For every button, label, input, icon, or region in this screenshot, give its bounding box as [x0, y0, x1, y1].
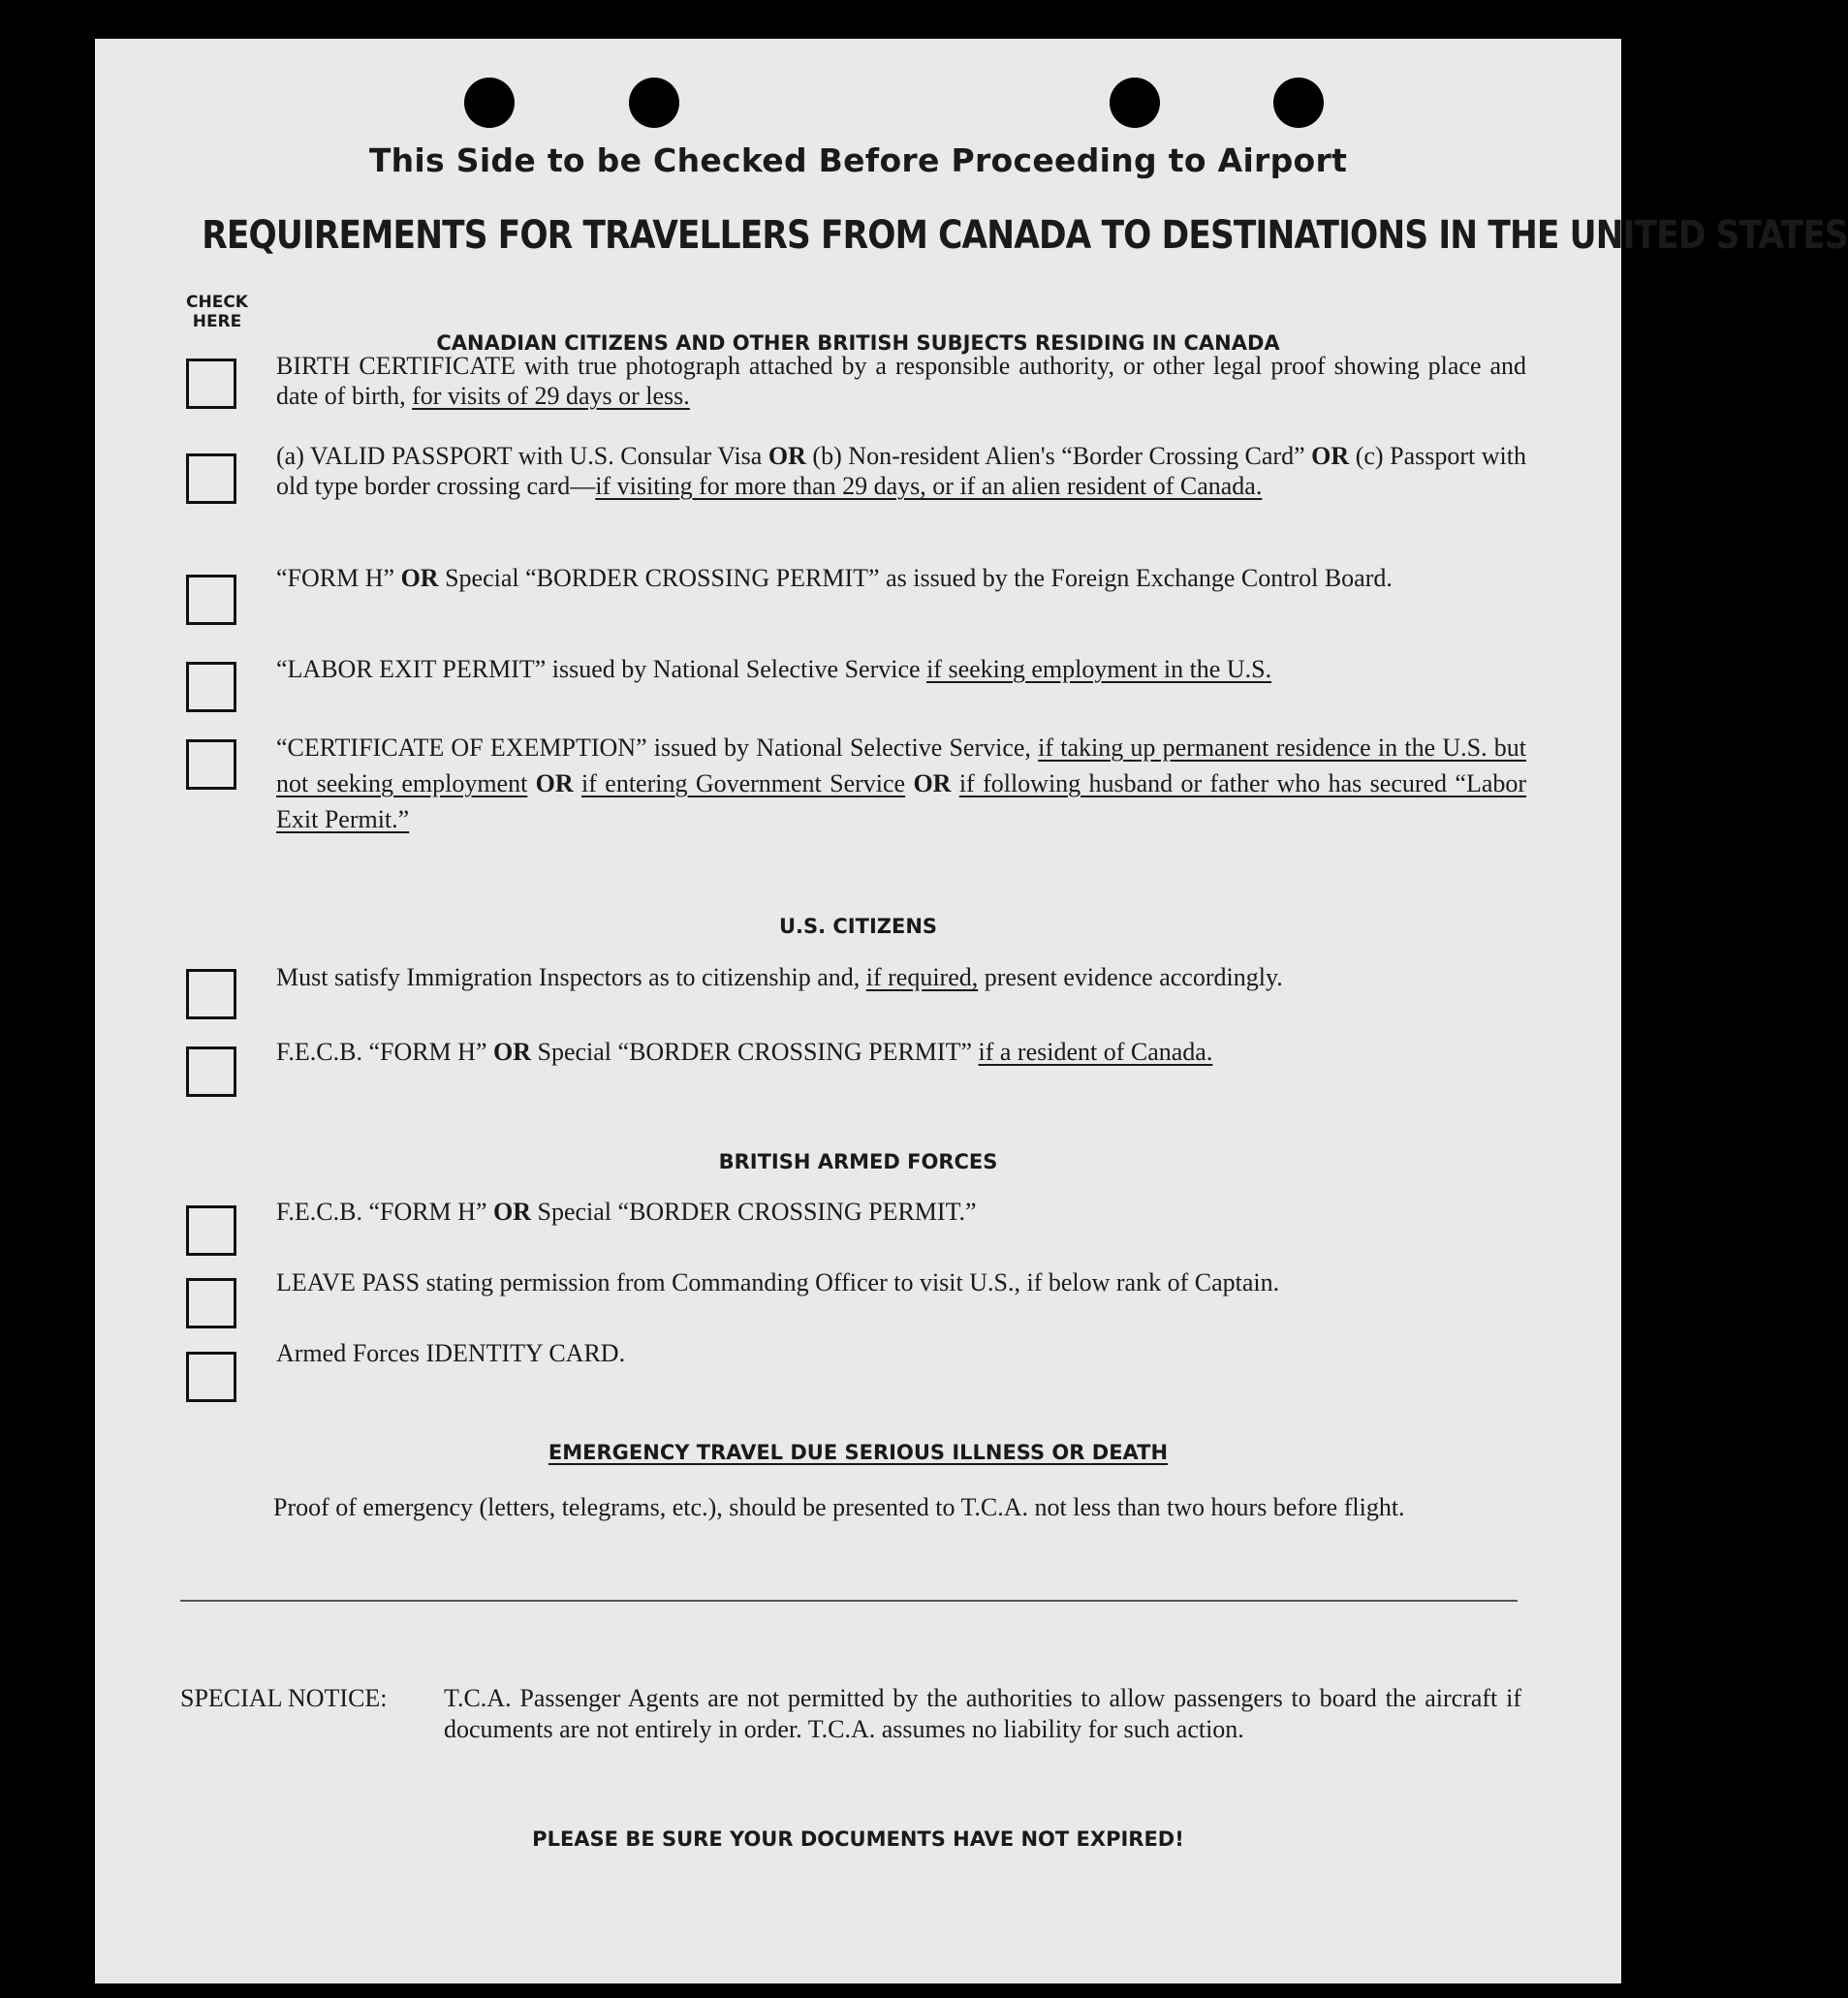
section-heading-british-armed-forces: BRITISH ARMED FORCES	[718, 1150, 998, 1173]
section-heading-emergency: EMERGENCY TRAVEL DUE SERIOUS ILLNESS OR DEATH	[548, 1441, 1169, 1464]
item-identity-card: Armed Forces IDENTITY CARD.	[276, 1339, 626, 1367]
special-notice-text: T.C.A. Passenger Agents are not permitted by the authorities to allow passengers to board the aircraft if documents are not entirely in order. T.C.A. assumes no liability for such action.	[444, 1684, 1521, 1743]
punch-hole	[464, 78, 515, 128]
item-satisfy-inspectors: Must satisfy Immigration Inspectors as to citizenship and, if required, present evidence accordingly.	[276, 963, 1283, 991]
checkbox-labor-exit-permit[interactable]	[186, 662, 236, 712]
checkbox-identity-card[interactable]	[186, 1352, 236, 1402]
item-fecb-form-h-forces: F.E.C.B. “FORM H” OR Special “BORDER CROSSING PERMIT.”	[276, 1198, 977, 1226]
item-certificate-of-exemption: “CERTIFICATE OF EXEMPTION” issued by National Selective Service, if taking up permanent residence in the U.S. but not seeking employment OR if entering Government Service OR if following husband or father who has secured “Labor Exit Permit.”	[276, 734, 1527, 833]
item-labor-exit-permit: “LABOR EXIT PERMIT” issued by National Selective Service if seeking employment in the U.S.	[276, 655, 1272, 683]
checkbox-fecb-form-h-forces[interactable]	[186, 1205, 236, 1256]
special-notice-label: SPECIAL NOTICE:	[180, 1684, 388, 1712]
divider	[180, 1600, 1518, 1602]
item-fecb-form-h-us: F.E.C.B. “FORM H” OR Special “BORDER CROSSING PERMIT” if a resident of Canada.	[276, 1038, 1213, 1066]
punch-hole	[1110, 78, 1160, 128]
item-leave-pass: LEAVE PASS stating permission from Commanding Officer to visit U.S., if below rank of Captain.	[276, 1268, 1280, 1296]
checkbox-valid-passport[interactable]	[186, 453, 236, 504]
checkbox-form-h[interactable]	[186, 575, 236, 625]
item-form-h: “FORM H” OR Special “BORDER CROSSING PERMIT” as issued by the Foreign Exchange Control Board.	[276, 564, 1393, 592]
check-here-label	[182, 293, 252, 331]
checkbox-leave-pass[interactable]	[186, 1278, 236, 1328]
page-title: REQUIREMENTS FOR TRAVELLERS FROM CANADA TO DESTINATIONS IN THE UNITED STATES	[202, 213, 1848, 258]
checkbox-fecb-form-h-us[interactable]	[186, 1046, 236, 1097]
headline: This Side to be Checked Before Proceeding to Airport	[368, 141, 1348, 179]
checkbox-satisfy-inspectors[interactable]	[186, 969, 236, 1019]
checkbox-certificate-of-exemption[interactable]	[186, 739, 236, 790]
section-heading-us-citizens: U.S. CITIZENS	[778, 915, 938, 938]
emergency-text: Proof of emergency (letters, telegrams, etc.), should be presented to T.C.A. not less than two hours before flight.	[273, 1493, 1405, 1521]
punch-hole	[629, 78, 679, 128]
checkbox-birth-certificate[interactable]	[186, 359, 236, 409]
form-sheet	[95, 39, 1848, 1983]
footer-warning: PLEASE BE SURE YOUR DOCUMENTS HAVE NOT EXPIRED!	[532, 1827, 1184, 1851]
check-here-line2: HERE	[192, 312, 242, 331]
section-heading-canadian-citizens: CANADIAN CITIZENS AND OTHER BRITISH SUBJECTS RESIDING IN CANADA	[436, 331, 1280, 355]
punch-hole	[1273, 78, 1324, 128]
check-here-line1: CHECK	[186, 293, 248, 312]
item-valid-passport: (a) VALID PASSPORT with U.S. Consular Visa OR (b) Non-resident Alien's “Border Crossing Card” OR (c) Passport with old type border crossing card—if visiting for more than 29 days, or if an alien resident of Canada.	[276, 442, 1527, 500]
item-birth-certificate: BIRTH CERTIFICATE with true photograph attached by a responsible authority, or other legal proof showing place and date of birth, for visits of 29 days or less.	[276, 352, 1526, 410]
